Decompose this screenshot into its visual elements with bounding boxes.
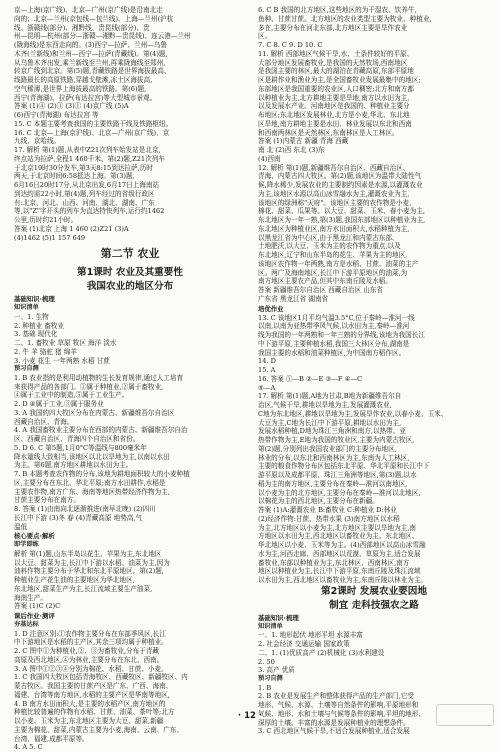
text-line: 土地肥沃,以大豆、玉米为主的农作物为重点,以及	[258, 242, 401, 251]
text-line: 台湾、福建,成都平原等。	[14, 734, 89, 743]
text-line: 5. D 6. C 第5题,1月0°C等温线与800毫米年	[14, 443, 147, 452]
text-line: 大部分地区发展畜牧业,是我国的天然牧场,西南地区	[258, 58, 408, 67]
text-line: 蒙古牧区。我国主要的甘蔗产区是广东、广西、海南、	[14, 682, 173, 690]
text-line: 第(2)题,分别列出我国农业部门的主要分布地区,	[258, 444, 397, 453]
text-line: 稻为主的南方地区,主要分布在秦岭—淮河以南地区,	[258, 479, 408, 488]
text-line: 区。两广及海南地区,长江中下游平原地区的油菜,为	[258, 268, 408, 277]
text-line: 东北地区为种植业区,南方水田面积大,水稻种植为主,	[258, 224, 410, 233]
text-line: (4)1462 (5)1 157 649	[14, 233, 86, 242]
text-line: 来获得产品的各部门。①属于种植业,②属于畜牧业,	[14, 382, 164, 391]
text-line: 区、西藏自治区、青海四个自治区和省份。	[14, 435, 140, 443]
text-line: 京—上海(京广线)、北京—广州(京广线)是沿南北走	[14, 6, 163, 14]
text-line: 以南,以南为亚热带季风气候,以水田为主,秦岭—淮河	[258, 322, 410, 331]
watermark-logo	[436, 704, 494, 726]
text-line: 降水量线大致相当,该地区以北以旱地为主,以南以水田	[14, 452, 170, 461]
text-line: 3. C 西北地区气候干旱,不适合发展种植业,适合发展	[258, 727, 410, 736]
text-line: 主要的粮食作物分布区包括东北平原、华北平原和长江中下	[258, 462, 430, 471]
section-heading: 课后作业·测评	[14, 612, 55, 620]
text-line: 3. 小麦 花生 一年两熟 水稻 甘蔗	[14, 356, 110, 365]
text-line: 向的；北京—兰州(京包线—包兰线)、上海—兰州(沪杭	[14, 14, 174, 23]
text-line: 1. D 注意区别:①农作物主要分布在东部季风区,长江	[14, 629, 166, 638]
text-line: 林业的分布,以东北和西南林区为主,东南为人工林区,	[258, 453, 410, 462]
lesson-title: 制宜 走科技强农之路	[329, 599, 419, 611]
text-line: (4)西南	[258, 154, 281, 163]
text-line: 州—昆明—杭州(部分—浙赣—湘黔—贵昆线)、连云港—兰州	[14, 32, 191, 41]
text-line: 以大豆、甜菜为主,长江中下游以水稻、油菜为主,因为	[14, 558, 170, 567]
text-line: 油料作物主要分布于华北和东北平原地区。第(2)题,	[14, 567, 164, 576]
section-heading: 基础知识·梳理	[258, 613, 299, 622]
text-line: 区是耕作业和渔业为主,是全国畜牧业发展最集中的地区;	[258, 76, 421, 84]
text-line: 南方地区主要农产品,但其中东南丘陵及水稻。	[258, 277, 392, 286]
text-line: 二、1. 畜牧业 草原 牧区 海洋 淡水	[14, 339, 117, 347]
section-title: 第二节 农业	[100, 247, 160, 261]
text-line: ④属于工业中的制造,⑤属于工业生产。	[14, 391, 129, 400]
text-line: 棉花、甜菜、瓜果等。以大豆、甜菜、玉米、春小麦为主,	[258, 207, 425, 216]
text-line: 海南生产。	[14, 593, 47, 602]
text-line: 2. 50	[258, 657, 275, 666]
text-line: 有:北京、河北、山西、河南、湖北、湖南、广东	[14, 198, 155, 207]
text-line: 7. B 本题考查农作物的分布,该地为耕地面积较大的小麦种植	[14, 470, 190, 478]
text-line: 西宁(青海湖)、拉萨(布达拉宫)等大型城市景观。	[14, 93, 157, 102]
text-line: 东北地区为一年一熟,第(3)题,我国东部地区以种植业为主,	[258, 216, 426, 224]
text-line: 3. A 图中①②③④分别为棉花、水稻、甘蔗、小麦。	[14, 664, 168, 673]
text-line: 2. C 图中①为种植业,②、③为畜牧业,分布于青藏	[14, 647, 160, 655]
text-line: 线、浙赣线(部分)、湘黔线、贵昆线(部分)、贵	[14, 23, 150, 32]
text-line: 14. D	[258, 357, 276, 366]
subsection-heading: 知识清单	[14, 304, 39, 312]
text-line: 中下游地区是水稻的主产区,其余三项均属于种植业。	[14, 638, 168, 647]
text-line: 8. 答案 (1)由南向北逐渐推进(南早北晚) (2)四川	[14, 505, 156, 513]
text-line: 于北京19时30分发车,第3天8:15到达拉萨,历时	[14, 163, 153, 172]
text-line: 以棉花为主的西北地区,主要分布在新疆。	[258, 497, 379, 506]
text-line: 东北地区,甜菜生产为主,长江流域主要生产油菜,	[14, 584, 153, 593]
text-line: 等,以"Z"字开头的列车为直达特快列车,运行约1462	[14, 207, 165, 216]
text-line: 水为主,河西走廊、西部地区以荒漠、草原为主,适合发展	[258, 549, 421, 558]
text-line: 2. B 农业是发展生产和整体获得产品的生产部门,它受	[258, 692, 414, 701]
text-line: 青海、内蒙古四大牧区。第(2)题,该地区为温带大陆性气	[258, 172, 422, 181]
text-line: 答案 (1)C (2)C	[14, 602, 61, 611]
text-line: 线路最长的高原铁路,穿越戈壁滩,冻土区海拔高、	[14, 76, 157, 84]
text-line: 高原及西北地区,④为林业,主要分布在东北、西南。	[14, 655, 164, 664]
text-line: 4. A 我国畜牧业主要分布在西部的内蒙古、新疆维吾尔自治	[14, 426, 188, 435]
text-line: 12. 解析 第(1)题,新疆维吾尔自治区、西藏自治区、	[258, 163, 410, 172]
subsection-heading: 预习自测	[258, 675, 283, 682]
left-column	[14, 6, 246, 752]
text-line: 鱼种、甘蔗甘蔗。北方地区的农业类型主要为牧业、种植业,	[258, 14, 432, 23]
text-line: 2. 牛 羊 骆驼 猪 绵羊	[14, 347, 77, 356]
text-line: 答案 (1)内蒙古 新疆 青海 西藏	[258, 137, 349, 146]
text-line: 南 北 (2)西 东北 (3)东	[258, 146, 325, 154]
text-line: 种植比较普遍的作物有水稻、甘蔗、油菜、茶叶等;北方	[14, 708, 175, 717]
text-line: 二、1. (1)优质高产 (2)机械化 (3)水利建设	[258, 648, 385, 657]
text-line: 甘蔗主要分布在南方。	[14, 496, 80, 505]
text-line: 东部地区是我国重要的农业区,人口稠密;北方和南方都	[258, 84, 414, 93]
text-line: 地区以种植业为主,长江中下游平原,东南丘陵及珠江流域	[258, 567, 421, 576]
text-line: 该地区农作物一年两熟,南方是水稻、甘蔗、油菜的主产	[258, 259, 419, 268]
page-number: · 12 ·	[237, 711, 263, 721]
text-line: 答案 (1)④ (2)③ (3)① (4)京广线 (5)A	[14, 102, 129, 111]
text-line: 区,主要分布在东北、华北平原;南方水田耕作,水稻是	[14, 478, 166, 487]
text-line: 3. 高产 优质	[258, 666, 295, 675]
text-line: 7. C 8. C 9. D 10. C	[258, 41, 323, 49]
text-line: 以小麦为主的北方地区,主要分布在秦岭—淮河以北地区,	[258, 488, 421, 497]
text-line: 答案 新疆维吾尔自治区 西藏自治区 山东省	[258, 286, 383, 294]
text-line: 一、1. 地形起伏 地形平坦 水源丰富	[258, 631, 363, 640]
text-line: 主要农作物,南方广东、海南等地区热带经济作物为主,	[14, 487, 170, 496]
text-line: 方地区以水田为主,西北地区以畜牧业为主。东北地区、	[258, 532, 419, 541]
text-line: 15. C 本题主要考查我国的主要铁路干线及铁路枢纽。	[14, 119, 173, 128]
text-line: 深厚的土壤、丰富的水源是发展种植业的理想条件。	[258, 718, 410, 727]
text-line: 16. 答案 ①—B ②—E ③—F ④—C	[258, 374, 363, 383]
text-line: (6)西宁(青海湖) 布达拉宫 等	[14, 111, 99, 119]
text-line: 6. C B 我国的北方地区,这些地区的为干湿农、饮养牛,	[258, 6, 417, 14]
text-line: 解析 第(1)题,山东半岛以花生、苹果为主,东北地区	[14, 549, 162, 558]
text-line: 种植业生产花生油的主要地区为华北地区,	[14, 576, 135, 584]
text-line: 以小麦、玉米为主,东北地区主要为大豆、甜菜,新疆	[14, 717, 164, 725]
text-line: 木齐(兰新线)和兰州—西宁—拉萨(青藏线)。第(4)题,	[14, 49, 168, 58]
text-line: 4. B 南方水田面积大,是主要的水稻产区,南方地区的	[14, 699, 166, 708]
subsection-heading: 知识清单	[258, 622, 283, 630]
text-line: 4. A 5. C	[14, 743, 43, 752]
text-line: 治区,气候干旱,耕地以旱地为主,发展灌溉农业,	[258, 401, 392, 409]
text-line: 长江中下游 (3)冬 春 (4)青藏高原 地势高,气	[14, 513, 143, 522]
text-line: 多在,主要分布在河北东部,北方地区主要是旱作农业	[258, 23, 408, 32]
text-line: 东北地区,辽宁和山东半岛的花生、苹果为主的地区,	[258, 251, 408, 259]
text-line: 到达约需22小时,第(4)题,列车经过的省级行政区	[14, 189, 155, 198]
text-line: 空气稀薄,是世界上海拔最高的铁路。第(6)题,	[14, 84, 147, 93]
text-line: 2. D ④属于工业,③属于服务业	[14, 400, 104, 408]
text-line: 1. B 农业指的是利用动植物的生长发育规律,通过人工培育	[14, 373, 184, 382]
subsection-heading: 夯基达标	[14, 621, 39, 628]
text-line: 13. C 该地区1月平均气温3.5°C,位于秦岭—淮河一线	[258, 313, 415, 322]
text-line: 为主。第6题,南方地区耕地以水田为主。	[14, 461, 133, 470]
text-line: 温低	[14, 522, 28, 531]
text-line: 该地区的绿洲称"天府"。该地区主要的农作物是小麦、	[258, 198, 416, 207]
text-line: 16. C 北京—上海(京沪线)、北京—广州(京广线)、京	[14, 128, 170, 137]
text-line: 答案 (1)北京 上海 1 460 (2)Z21 (3)A	[14, 224, 129, 233]
section-heading: 核心要点·解析	[14, 532, 55, 541]
text-line: (陇海线)是东西走向的。(3)西宁—拉萨、兰州—乌鲁	[14, 41, 167, 49]
text-line: (2)经济作物:甘蔗、热带水果 (3)南方地区以水稻	[258, 514, 400, 523]
text-line: 1. C 我国四大牧区包括青海牧区、西藏牧区、新疆牧区、内	[14, 673, 188, 682]
text-line: 为主,该地区水源以高山冰雪融水为主,灌溉农业为主,	[258, 189, 410, 198]
text-line: 区旱地,南方耕地主要是水田、林业发展以东北和西南	[258, 119, 412, 128]
text-line: 两天,于北京时间6:58抵达上海。第(3)题,	[14, 172, 135, 181]
text-line: 和西南两林区是天然林区,东南林区是人工林区。	[258, 128, 399, 137]
text-line: 发展水稻种植,D地为珠江三角洲和南方,以热带、亚	[258, 427, 406, 436]
text-line: 2. 种植业 畜牧业	[14, 321, 65, 330]
text-line: 17. 解析 第(1)题,A地为甘肃,B地为新疆维吾尔自	[258, 392, 402, 401]
text-line: 畜牧业,东部以种植业为主,东北林区、西南林区,南方	[258, 558, 410, 567]
lesson-title: 我国农业的地区分布	[86, 281, 174, 293]
lesson-title: 第1课时 农业及其重要性	[77, 267, 183, 279]
text-line: 华北地区以小麦、玉米等为主。(4)西部地区以高山冰雪融	[258, 541, 426, 549]
text-line: 6月16日20时17分,从北京出发,6月17日上海南站	[14, 181, 160, 189]
text-line: 福建、台湾等南方地区,水稻的主要产区是华南等地区,	[14, 690, 170, 699]
text-line: 为主,北方地区以小麦为主,北方地区主要以旱地为主,南	[258, 523, 416, 532]
text-line: 线为我国的一年两熟和一年三熟的分界线,该地为我国长江	[258, 331, 425, 339]
text-line: 2. 社会经济 交通运输 国家政策	[258, 640, 350, 648]
text-line: 15. A	[258, 366, 276, 374]
text-line: 转京广线到北京。第(5)题,青藏铁路是世界海拔最高、	[14, 67, 171, 76]
text-line: 热带作物为主,E地为我国的牧业区,主要为内蒙古牧区,	[258, 436, 415, 444]
text-line: 以及发展水产业。河南地区是我国的、种植业主要分	[258, 102, 410, 111]
text-line: 从乌鲁木齐出发,乘兰新线至兰州,再乘陇海线至郑州,	[14, 58, 166, 67]
text-line: 3. 基础 现代化	[14, 330, 58, 339]
text-line: 中下游平原,主要种植水稻,我国三大林区分布,湖南是	[258, 339, 410, 348]
text-line: 地形、气候、水源、土壤等自然条件的影响,平原地形和	[258, 701, 419, 709]
text-line: 3. A 我国的四大牧区分布在内蒙古、新疆维吾尔自治区	[14, 408, 175, 417]
text-line: 九线、京哈线。	[14, 137, 61, 146]
text-line: 西藏自治区、青海。	[14, 417, 74, 426]
text-line: 游平原以及成都平原、珠江三角洲等地区,第(3)题,以水	[258, 471, 417, 479]
text-line: 以种植业为主,北方耕地主要是旱地,南方以水田为主,	[258, 93, 410, 102]
text-line: 布地区;东北地区发展林业,北方是小麦,华北、东北地	[258, 111, 410, 119]
right-column	[258, 6, 490, 736]
text-line: 以水田为主,西北地区以畜牧业为主,东南丘陵以林业为主。	[258, 576, 428, 584]
text-line: 是我国主要的林区,最大的湖泊在青藏高原,东部平原地	[258, 67, 414, 76]
text-line: 终点站为拉萨,全程1 460千米。第(2)题,Z21次列车	[14, 154, 165, 163]
text-line: 主要为棉花、甜菜,内蒙古主要为小麦,海南、云南、广东、	[14, 725, 184, 734]
text-line: 区。	[258, 32, 272, 41]
text-line: 1. B	[258, 683, 272, 692]
text-line: 大豆为主,C地为长江中下游平原,耕地以水田为主,	[258, 418, 402, 427]
section-heading: 培优作业	[258, 304, 284, 313]
text-line: 候,降水稀少,发展农业的主要制约因素是水源,以灌溉农业	[258, 181, 423, 189]
text-line: 广东省 黑龙江省 湖南省	[258, 294, 329, 303]
text-line: 以黑龙江省为中心区,由于黑龙江和内蒙古东部、	[258, 233, 399, 242]
text-line: 我国主要的水稻和油菜种植区,为中国南方稻作区。	[258, 348, 406, 357]
text-line: ⑤—A	[258, 383, 276, 392]
text-line: C地为东北地区,耕地以旱地为主,发展旱作农业,以春小麦、玉米、	[258, 409, 448, 418]
text-line: 答案 (1)A:灌溉农业 B:畜牧业 C:种植业 D:林业	[258, 506, 397, 514]
text-line: 17. 解析 第(1)题,从表中Z21次列车始发站是北京,	[14, 146, 161, 154]
text-line: 11. 解析 西部地区气候干旱,水、土条件较好的平原、	[258, 49, 414, 58]
section-heading: 基础知识·梳理	[14, 295, 55, 304]
text-line: 一、1. 生物	[14, 312, 49, 321]
lesson-title: 第2课时 发展农业要因地	[321, 585, 427, 597]
subsection-heading: 即学即练	[14, 541, 39, 549]
text-line: 公里,历时约21小时。	[14, 216, 78, 224]
subsection-heading: 预习自测	[14, 365, 39, 373]
text-line: 气候、地形、水和土壤与气候等条件的影响,平坦的地形、	[258, 709, 425, 718]
